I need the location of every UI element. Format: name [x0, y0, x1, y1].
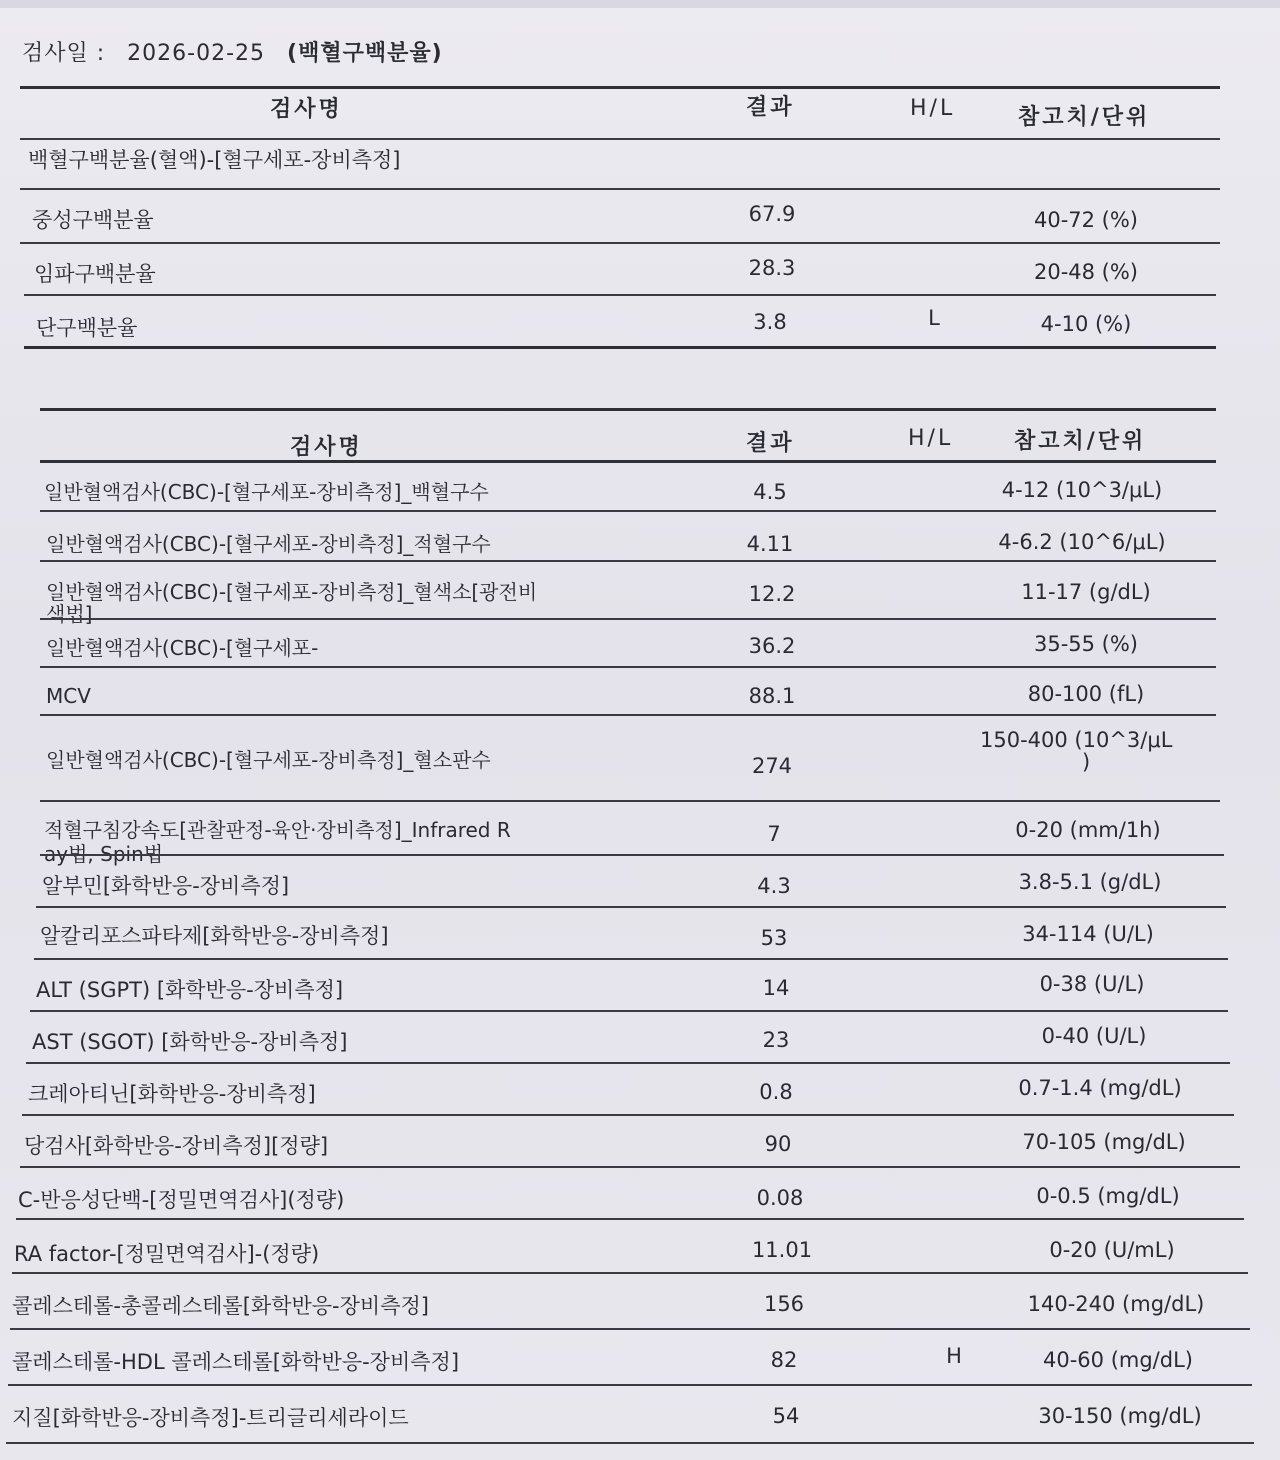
table-row: [0, 856, 1280, 906]
test-name: 중성구백분율: [32, 208, 154, 232]
test-result: 4.11: [746, 532, 794, 556]
test-reference: 70-105 (mg/dL): [1022, 1130, 1186, 1154]
test-name: MCV: [46, 684, 91, 708]
test-date-line: [22, 36, 443, 67]
table-row: [0, 960, 1280, 1010]
test-date-category: (백혈구백분율): [287, 41, 443, 66]
test-reference-continued: ): [1082, 750, 1091, 774]
test-name: C-반응성단백-[정밀면역검사](정량): [18, 1188, 345, 1212]
test-name: 일반혈액검사(CBC)-[혈구세포-: [46, 636, 319, 660]
test-name: 일반혈액검사(CBC)-[혈구세포-장비측정]_혈소판수: [46, 748, 491, 772]
table-row: [0, 512, 1280, 560]
test-reference: 34-114 (U/L): [1022, 922, 1154, 946]
test-result: 82: [770, 1348, 798, 1372]
divider: [40, 408, 1216, 411]
table-row: [0, 296, 1280, 346]
test-result: 14: [762, 976, 790, 1000]
test-result: 11.01: [751, 1238, 813, 1262]
table-header: [0, 412, 1280, 458]
test-reference: 3.8-5.1 (g/dL): [1018, 870, 1162, 894]
test-result: 156: [763, 1292, 805, 1316]
test-result: 7: [767, 822, 781, 846]
table-row: [0, 802, 1280, 866]
test-reference: 4-12 (10^3/μL): [1001, 478, 1163, 502]
table-row: [0, 462, 1280, 510]
test-date-label: 검사일 :: [22, 41, 106, 66]
divider: [24, 346, 1216, 349]
group-title-row: [0, 140, 1280, 186]
test-name-continued: ay법, Spin법: [44, 842, 164, 866]
test-name: ALT (SGPT) [화학반응-장비측정]: [36, 978, 344, 1002]
test-reference: 0-38 (U/L): [1039, 972, 1145, 996]
test-name: 일반혈액검사(CBC)-[혈구세포-장비측정]_적혈구수: [46, 532, 491, 556]
test-name: 지질[화학반응-장비측정]-트리글리세라이드: [12, 1406, 409, 1430]
test-name: 알칼리포스파타제[화학반응-장비측정]: [40, 924, 389, 948]
test-result: 274: [751, 754, 793, 778]
test-hl-flag: H: [946, 1344, 962, 1368]
table-row: [0, 668, 1280, 714]
test-reference: 40-60 (mg/dL): [1043, 1348, 1193, 1372]
header-name: 검사명: [290, 435, 363, 460]
table-row: [0, 908, 1280, 958]
test-reference: 40-72 (%): [1033, 208, 1139, 232]
test-name: 일반혈액검사(CBC)-[혈구세포-장비측정]_혈색소[광전비: [46, 580, 538, 604]
table-row: [0, 1116, 1280, 1166]
table-row: [0, 1386, 1280, 1440]
table-row: [0, 1220, 1280, 1274]
table-row: [0, 716, 1280, 798]
table-row: [0, 1330, 1280, 1384]
test-reference: 140-240 (mg/dL): [1027, 1292, 1205, 1316]
header-hl: H/L: [910, 96, 956, 121]
test-reference: 4-6.2 (10^6/μL): [998, 530, 1166, 554]
table-row: [0, 620, 1280, 666]
test-reference: 0-20 (U/mL): [1049, 1238, 1175, 1262]
test-name: AST (SGOT) [화학반응-장비측정]: [32, 1030, 348, 1054]
header-hl: H/L: [908, 426, 954, 451]
test-reference: 30-150 (mg/dL): [1038, 1404, 1202, 1428]
test-result: 67.9: [748, 202, 796, 226]
table-row: [0, 190, 1280, 240]
test-result: 4.5: [753, 480, 787, 504]
test-reference: 0-0.5 (mg/dL): [1036, 1184, 1180, 1208]
test-name-continued: 색법]: [46, 602, 93, 626]
header-name: 검사명: [270, 97, 343, 122]
header-result: 결과: [746, 95, 795, 120]
test-name: 단구백분율: [36, 316, 138, 340]
test-result: 88.1: [748, 684, 796, 708]
test-name: 알부민[화학반응-장비측정]: [42, 874, 290, 898]
table-row: [0, 1274, 1280, 1328]
test-name: 임파구백분율: [34, 262, 156, 286]
table-header: [0, 90, 1280, 132]
table-row: [0, 1168, 1280, 1220]
test-result: 54: [772, 1404, 800, 1428]
test-reference: 0-20 (mm/1h): [1015, 818, 1161, 842]
test-name: 크레아티닌[화학반응-장비측정]: [28, 1082, 316, 1106]
test-result: 36.2: [748, 634, 796, 658]
test-result: 12.2: [748, 582, 796, 606]
test-result: 53: [760, 926, 788, 950]
test-name: 콜레스테롤-HDL 콜레스테롤[화학반응-장비측정]: [12, 1350, 460, 1374]
test-reference: 150-400 (10^3/μL: [980, 728, 1173, 752]
header-reference: 참고치/단위: [1018, 105, 1151, 130]
test-name: 일반혈액검사(CBC)-[혈구세포-장비측정]_백혈구수: [44, 480, 489, 504]
test-reference: 35-55 (%): [1033, 632, 1139, 656]
test-result: 0.08: [756, 1186, 804, 1210]
table-row: [0, 562, 1280, 626]
table-row: [0, 244, 1280, 294]
test-reference: 20-48 (%): [1033, 260, 1139, 284]
test-reference: 80-100 (fL): [1027, 682, 1145, 706]
test-name: 당검사[화학반응-장비측정][정량]: [24, 1134, 329, 1158]
test-date-value: 2026-02-25: [127, 41, 266, 66]
test-result: 0.8: [759, 1080, 793, 1104]
group-title: 백혈구백분율(혈액)-[혈구세포-장비측정]: [28, 148, 401, 172]
divider: [6, 1442, 1254, 1444]
test-hl-flag: L: [928, 306, 940, 330]
test-result: 28.3: [748, 256, 796, 280]
test-result: 4.3: [757, 874, 791, 898]
test-result: 90: [764, 1132, 792, 1156]
test-name: 적혈구침강속도[관찰판정-육안·장비측정]_Infrared R: [44, 818, 511, 842]
divider: [20, 86, 1220, 89]
top-edge: [0, 0, 1280, 8]
table-row: [0, 1012, 1280, 1062]
test-reference: 11-17 (g/dL): [1021, 580, 1151, 604]
test-reference: 0-40 (U/L): [1041, 1024, 1147, 1048]
header-result: 결과: [746, 431, 795, 456]
table-row: [0, 1064, 1280, 1116]
test-reference: 0.7-1.4 (mg/dL): [1018, 1076, 1182, 1100]
test-result: 23: [762, 1028, 790, 1052]
test-reference: 4-10 (%): [1040, 312, 1132, 336]
header-reference: 참고치/단위: [1014, 429, 1147, 454]
test-name: 콜레스테롤-총콜레스테롤[화학반응-장비측정]: [12, 1294, 429, 1318]
test-result: 3.8: [753, 310, 787, 334]
test-name: RA factor-[정밀면역검사]-(정량): [14, 1242, 320, 1266]
